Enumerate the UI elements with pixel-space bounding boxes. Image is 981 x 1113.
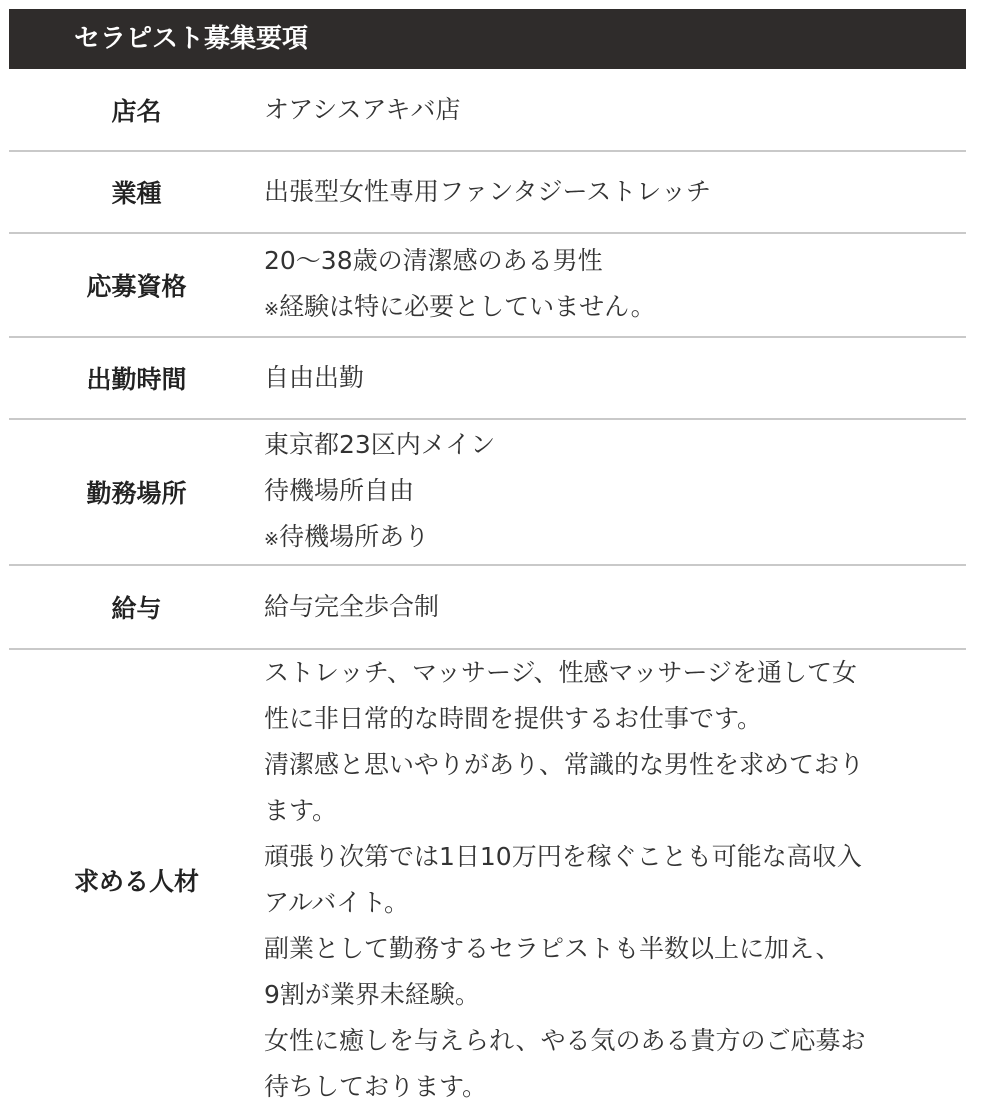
value-line: 20〜38歳の清潔感のある男性	[264, 245, 603, 275]
value-line: 9割が業界未経験。	[264, 980, 480, 1009]
value-line: 出張型女性専用ファンタジーストレッチ	[264, 177, 712, 206]
row-label	[9, 565, 264, 649]
value-line: 自由出勤	[264, 363, 365, 392]
reference-mark: ※	[264, 528, 280, 550]
row-label	[9, 233, 264, 337]
value-line: 待機場所自由	[264, 475, 415, 505]
value-line: ます。	[264, 796, 338, 825]
section-title: セラピスト募集要項	[9, 9, 966, 69]
row-value	[264, 419, 966, 565]
row-value	[264, 649, 966, 1110]
row-label-text: 応募資格	[86, 272, 187, 301]
row-label-text: 勤務場所	[86, 479, 187, 508]
row-label	[9, 69, 264, 151]
table-row-work-hours	[9, 337, 966, 419]
row-value	[264, 151, 966, 233]
row-label-text: 求める人材	[73, 867, 199, 896]
recruitment-table	[9, 69, 966, 1110]
value-line: 待ちしております。	[264, 1072, 488, 1101]
row-value	[264, 233, 966, 337]
value-line: オアシスアキバ店	[264, 94, 461, 124]
row-label	[9, 337, 264, 419]
table-row-store-name	[9, 69, 966, 151]
table-row-business-type	[9, 151, 966, 233]
value-line-note: ※経験は特に必要としていません。	[264, 291, 656, 321]
value-line: 女性に癒しを与えられ、やる気のある貴方のご応募お	[264, 1026, 866, 1055]
row-label-text: 出勤時間	[86, 365, 187, 394]
row-value	[264, 69, 966, 151]
reference-mark: ※	[264, 298, 280, 320]
table-row-work-location	[9, 419, 966, 565]
row-value	[264, 337, 966, 419]
value-line-note: ※待機場所あり	[264, 521, 430, 551]
value-line: 頑張り次第では1日10万円を稼ぐことも可能な高収入	[264, 842, 862, 871]
value-line: 東京都23区内メイン	[264, 429, 496, 459]
row-label-text: 店名	[111, 96, 162, 126]
row-label	[9, 419, 264, 565]
recruitment-section	[9, 0, 966, 1110]
row-label-text: 給与	[111, 594, 162, 623]
value-line: 副業として勤務するセラピストも半数以上に加え、	[264, 934, 841, 963]
value-line: 給与完全歩合制	[264, 592, 440, 621]
value-line: 性に非日常的な時間を提供するお仕事です。	[264, 704, 763, 733]
table-row-desired-candidate	[9, 649, 966, 1110]
row-label	[9, 151, 264, 233]
value-line: 清潔感と思いやりがあり、常識的な男性を求めており	[264, 750, 865, 779]
row-label-text: 業種	[111, 179, 162, 208]
table-row-salary	[9, 565, 966, 649]
row-value	[264, 565, 966, 649]
value-line: ストレッチ、マッサージ、性感マッサージを通して女	[264, 658, 858, 687]
table-row-qualifications	[9, 233, 966, 337]
value-line: アルバイト。	[264, 888, 410, 917]
row-label	[9, 649, 264, 1110]
